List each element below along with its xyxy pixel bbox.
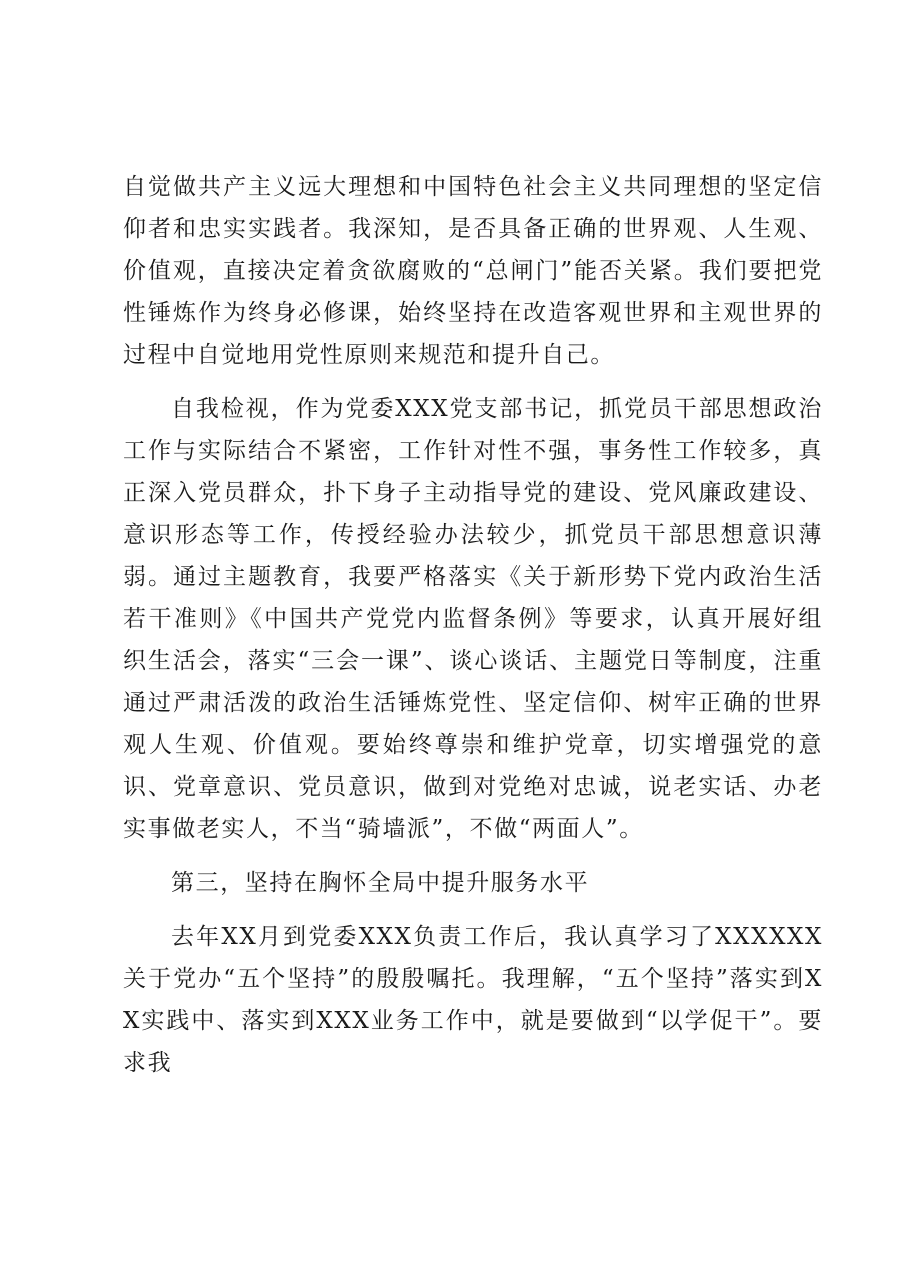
section-heading-third: 第三，坚持在胸怀全局中提升服务水平 (171, 870, 590, 896)
document-body (123, 166, 823, 1096)
paragraph-continuation: 自觉做共产主义远大理想和中国特色社会主义共同理想的坚定信仰者和忠实实践者。我深知，是否具备正确的世界观、人生观、价值观，直接决定着贪欲腐败的“总闸门”能否关紧。我们要把党性锤炼作为终身必修课，始终坚持在改造客观世界和主观世界的过程中自觉地用党性原则来规范和提升自己。 (123, 174, 823, 368)
paragraph-last-year: 去年XX月到党委XXX负责工作后，我认真学习了XXXXXX关于党办“五个坚持”的殷殷嘱托。我理解，“五个坚持”落实到XX实践中、落实到XXX业务工作中，就是要做到“以学促干”。要求我 (123, 924, 823, 1076)
paragraph-self-review: 自我检视，作为党委XXX党支部书记，抓党员干部思想政治工作与实际结合不紧密，工作针对性不强，事务性工作较多，真正深入党员群众，扑下身子主动指导党的建设、党风廉政建设、意识形态等工作，传授经验办法较少，抓党员干部思想意识薄弱。通过主题教育，我要严格落实《关于新形势下党内政治生活若干准则》《中国共产党党内监督条例》等要求，认真开展好组织生活会，落实“三会一课”、谈心谈话、主题党日等制度，注重通过严肃活泼的政治生活锤炼党性、坚定信仰、树牢正确的世界观人生观、价值观。要始终尊崇和维护党章，切实增强党的意识、党章意识、党员意识，做到对党绝对忠诚，说老实话、办老实事做老实人，不当“骑墙派”，不做“两面人”。 (123, 396, 823, 842)
